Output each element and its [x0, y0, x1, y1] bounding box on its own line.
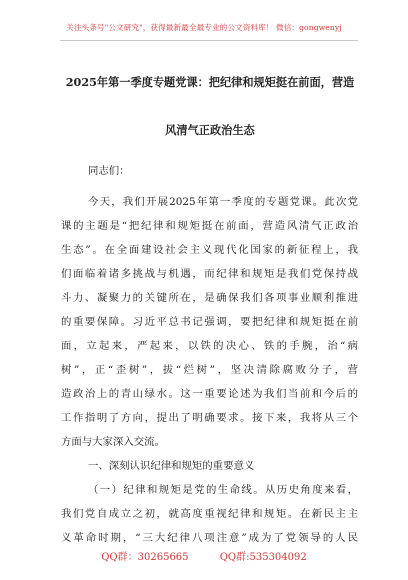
page-title-line-2: 风清气正政治生态	[165, 123, 255, 137]
section-heading: 一、深刻认识纪律和规矩的重要意义	[88, 460, 255, 472]
body-line: 生态”。在全面建设社会主义现代化国家的新征程上，我	[61, 244, 358, 256]
greeting: 同志们：	[88, 165, 130, 177]
body-line: 方面与大家深入交流。	[61, 436, 165, 448]
body-line: 义革命时期，“三大纪律八项注意”成为了党领导的人民	[61, 532, 358, 544]
body-line: 工作指明了方向，提出了明确要求。接下来，我将从三个	[61, 412, 358, 424]
body-line: 斗力、凝聚力的关键所在，是确保我们各项事业顺利推进	[61, 292, 358, 304]
footer	[0, 548, 408, 563]
page-title-line-1: 2025年第一季度专题党课：把纪律和规矩挺在前面，营造	[65, 75, 355, 89]
body-line: 造政治上的青山绿水。这一重要论述为我们当前和今后的	[61, 388, 358, 400]
body-line: 今天，我们开展2025年第一季度的专题党课。此次党	[88, 196, 358, 208]
body-line: 课的主题是“把纪律和规矩挺在前面，营造风清气正政治	[61, 220, 358, 232]
body-line: 的重要保障。习近平总书记强调，要把纪律和规矩挺在前	[61, 316, 358, 328]
footer-qq-group-1: QQ群：30265665	[101, 552, 189, 563]
body-line: （一）纪律和规矩是党的生命线。从历史角度来看，	[88, 484, 358, 496]
body-line: 树”，正“歪树”，拔“烂树”，坚决清除腐败分子，营	[61, 364, 358, 376]
body-line: 我们党自成立之初，就高度重视纪律和规矩。在新民主主	[61, 508, 358, 520]
header-divider	[60, 40, 358, 41]
footer-qq-group-2: QQ群:535304092	[219, 552, 307, 563]
body-line: 面，立起来，严起来，以铁的决心、铁的手腕，治“病	[61, 340, 358, 352]
header-note: 关注头条号"公文研究"，获得最新最全最专业的公文资料库！ 微信：gongwenyj	[66, 23, 342, 32]
body-line: 们面临着诸多挑战与机遇，而纪律和规矩是我们党保持战	[61, 268, 358, 280]
